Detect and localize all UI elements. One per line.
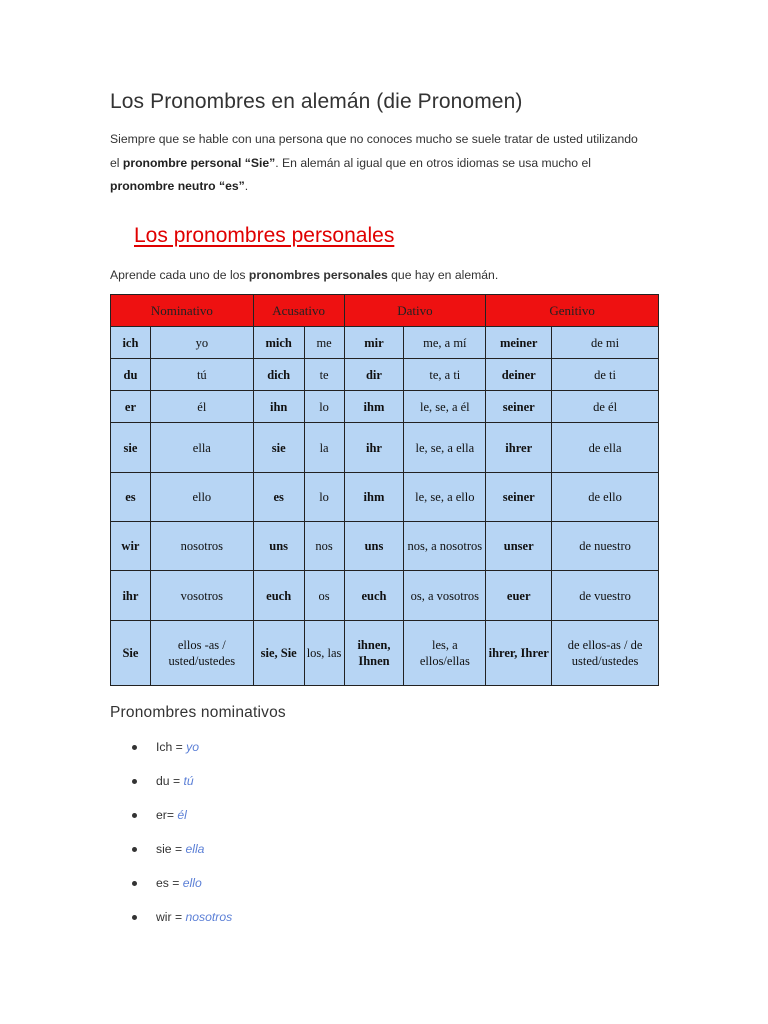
german-pronoun-cell: meiner: [486, 327, 552, 359]
spanish-translation-link[interactable]: nosotros: [185, 910, 233, 924]
spanish-translation-cell: le, se, a él: [404, 391, 486, 423]
table-row: [111, 423, 659, 473]
german-pronoun-cell: seiner: [486, 473, 552, 522]
spanish-translation-cell: vosotros: [150, 571, 253, 621]
table-header-row: [111, 295, 659, 327]
spanish-translation-cell: me: [304, 327, 344, 359]
german-pronoun-cell: dich: [253, 359, 304, 391]
german-pronoun-cell: ihr: [111, 571, 151, 621]
intro-bold-1: pronombre personal “Sie”: [122, 155, 276, 170]
spanish-translation-cell: yo: [150, 327, 253, 359]
spanish-translation-cell: de nuestro: [552, 522, 659, 571]
german-pronoun: es =: [156, 876, 183, 890]
lead-text-2: que hay en alemán.: [387, 268, 499, 282]
spanish-translation-cell: te: [304, 359, 344, 391]
table-row: [111, 621, 659, 686]
table-row: [111, 522, 659, 571]
table-row: [111, 327, 659, 359]
german-pronoun-cell: ihr: [344, 423, 404, 473]
german-pronoun-cell: ich: [111, 327, 151, 359]
spanish-translation-cell: de mi: [552, 327, 659, 359]
subsection-title: Pronombres nominativos: [110, 704, 286, 721]
spanish-translation-cell: la: [304, 423, 344, 473]
spanish-translation-cell: tú: [150, 359, 253, 391]
german-pronoun-cell: sie: [111, 423, 151, 473]
nominative-list: [110, 735, 232, 939]
spanish-translation-cell: nos: [304, 522, 344, 571]
page-title: Los Pronombres en alemán (die Pronomen): [110, 90, 523, 113]
german-pronoun: sie =: [156, 842, 186, 856]
spanish-translation-cell: de ella: [552, 423, 659, 473]
german-pronoun-cell: ihrer, Ihrer: [486, 621, 552, 686]
german-pronoun-cell: es: [253, 473, 304, 522]
german-pronoun: wir =: [156, 910, 186, 924]
list-item: [110, 769, 232, 803]
german-pronoun-cell: es: [111, 473, 151, 522]
spanish-translation-cell: de ello: [552, 473, 659, 522]
spanish-translation-cell: me, a mí: [404, 327, 486, 359]
german-pronoun: du =: [156, 774, 184, 788]
spanish-translation-cell: de ti: [552, 359, 659, 391]
spanish-translation-cell: de él: [552, 391, 659, 423]
spanish-translation-link[interactable]: ello: [182, 876, 202, 890]
header-nominativo: Nominativo: [111, 295, 254, 327]
table-row: [111, 359, 659, 391]
german-pronoun-cell: ihrer: [486, 423, 552, 473]
table-row: [111, 473, 659, 522]
german-pronoun-cell: dir: [344, 359, 404, 391]
spanish-translation-cell: os, a vosotros: [404, 571, 486, 621]
spanish-translation-cell: le, se, a ella: [404, 423, 486, 473]
german-pronoun-cell: euch: [253, 571, 304, 621]
german-pronoun: er=: [156, 808, 178, 822]
lead-text-1: Aprende cada uno de los: [110, 268, 249, 282]
spanish-translation-cell: ello: [150, 473, 253, 522]
german-pronoun-cell: mir: [344, 327, 404, 359]
german-pronoun-cell: uns: [344, 522, 404, 571]
spanish-translation-cell: ellos -as / usted/ustedes: [150, 621, 253, 686]
german-pronoun-cell: wir: [111, 522, 151, 571]
german-pronoun-cell: sie, Sie: [253, 621, 304, 686]
german-pronoun-cell: euch: [344, 571, 404, 621]
spanish-translation-link[interactable]: yo: [186, 740, 200, 754]
lead-bold: pronombres personales: [248, 268, 388, 282]
table-row: [111, 391, 659, 423]
german-pronoun-cell: sie: [253, 423, 304, 473]
list-item: [110, 871, 232, 905]
header-acusativo: Acusativo: [253, 295, 344, 327]
section-title: Los pronombres personales: [134, 224, 395, 247]
intro-text-1: Siempre que se hable con una persona que no conoces mucho se suele tratar de usted utilizando el: [110, 132, 638, 170]
german-pronoun-cell: ihn: [253, 391, 304, 423]
spanish-translation-cell: le, se, a ello: [404, 473, 486, 522]
spanish-translation-link[interactable]: ella: [185, 842, 205, 856]
table-row: [111, 571, 659, 621]
german-pronoun-cell: uns: [253, 522, 304, 571]
german-pronoun-cell: Sie: [111, 621, 151, 686]
header-dativo: Dativo: [344, 295, 486, 327]
german-pronoun-cell: mich: [253, 327, 304, 359]
pronoun-table: [110, 294, 659, 686]
spanish-translation-cell: os: [304, 571, 344, 621]
spanish-translation-cell: nosotros: [150, 522, 253, 571]
spanish-translation-cell: te, a ti: [404, 359, 486, 391]
bullet-icon: [132, 813, 137, 818]
list-item: [110, 803, 232, 837]
bullet-icon: [132, 915, 137, 920]
german-pronoun-cell: ihm: [344, 391, 404, 423]
list-item: [110, 735, 232, 769]
spanish-translation-cell: les, a ellos/ellas: [404, 621, 486, 686]
german-pronoun-cell: unser: [486, 522, 552, 571]
intro-text-3: .: [244, 179, 249, 193]
header-genitivo: Genitivo: [486, 295, 659, 327]
spanish-translation-cell: lo: [304, 391, 344, 423]
spanish-translation-cell: lo: [304, 473, 344, 522]
intro-text-2: . En alemán al igual que en otros idiomas se usa mucho el: [275, 155, 591, 170]
spanish-translation-cell: ella: [150, 423, 253, 473]
bullet-icon: [132, 779, 137, 784]
german-pronoun-cell: ihm: [344, 473, 404, 522]
spanish-translation-cell: nos, a nosotros: [404, 522, 486, 571]
bullet-icon: [132, 847, 137, 852]
lead-paragraph: [110, 268, 498, 282]
spanish-translation-link[interactable]: tú: [183, 774, 194, 788]
german-pronoun: Ich =: [156, 740, 187, 754]
german-pronoun-cell: er: [111, 391, 151, 423]
bullet-icon: [132, 881, 137, 886]
spanish-translation-cell: él: [150, 391, 253, 423]
spanish-translation-link[interactable]: él: [177, 808, 187, 822]
german-pronoun-cell: du: [111, 359, 151, 391]
intro-paragraph: [110, 128, 650, 199]
list-item: [110, 837, 232, 871]
intro-bold-2: pronombre neutro “es”: [110, 179, 245, 193]
german-pronoun-cell: seiner: [486, 391, 552, 423]
german-pronoun-cell: euer: [486, 571, 552, 621]
spanish-translation-cell: de vuestro: [552, 571, 659, 621]
bullet-icon: [132, 745, 137, 750]
table-body: [111, 327, 659, 686]
spanish-translation-cell: de ellos-as / de usted/ustedes: [552, 621, 659, 686]
spanish-translation-cell: los, las: [304, 621, 344, 686]
list-item: [110, 905, 232, 939]
german-pronoun-cell: ihnen, Ihnen: [344, 621, 404, 686]
german-pronoun-cell: deiner: [486, 359, 552, 391]
